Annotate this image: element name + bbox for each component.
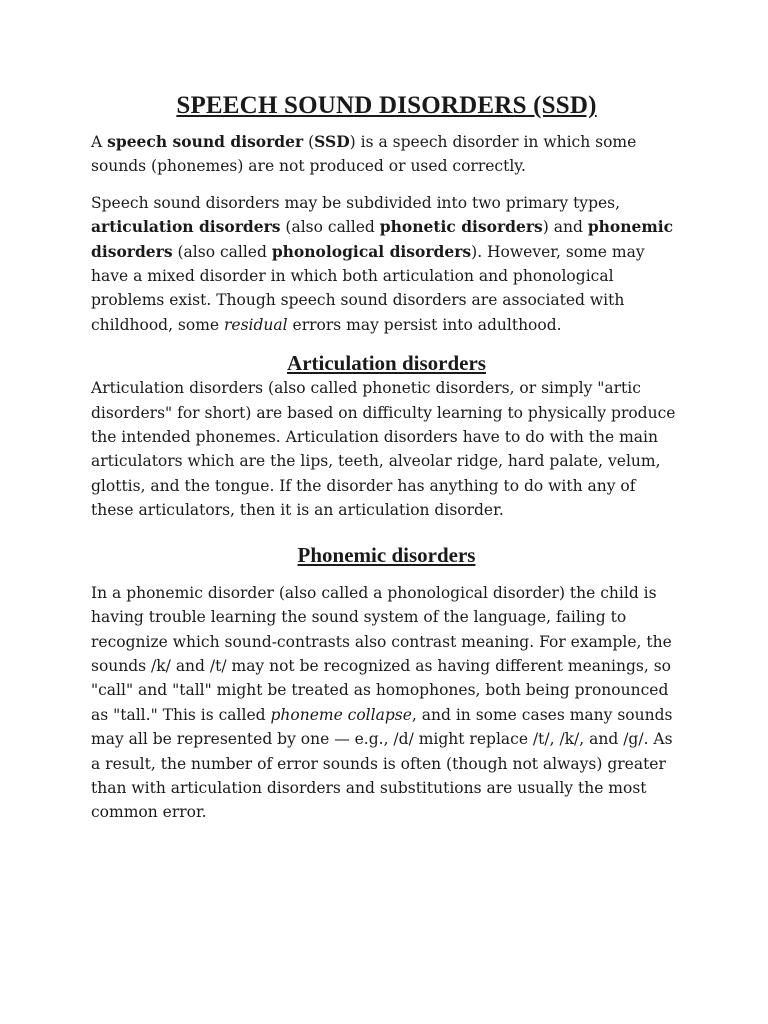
intro-text-1: A xyxy=(91,133,108,151)
document-title: SPEECH SOUND DISORDERS (SSD) xyxy=(176,92,597,119)
types-text-6: errors may persist into adulthood. xyxy=(287,315,562,334)
intro-text-2: ( xyxy=(303,133,315,151)
types-text-4: (also called xyxy=(172,242,272,261)
phonemic-text-1: In a phonemic disorder (also called a phonological disorder) the child is having trouble learning the sound system of the language, failing to recognize which sound-contrasts also contrast meaning. For example, the sounds /k/ and /t/ may not be recognized as having different meanings, so "call" and "tall" might be treated as homophones, both being pronounced as "tall." This is called xyxy=(91,583,672,724)
types-term-phonetic: phonetic disorders xyxy=(379,217,543,237)
phonemic-paragraph xyxy=(91,581,682,825)
types-paragraph xyxy=(91,191,682,337)
phonemic-term-collapse: phoneme collapse xyxy=(270,705,412,724)
types-text-1: Speech sound disorders may be subdivided into two primary types, xyxy=(91,193,621,212)
articulation-heading: Articulation disorders xyxy=(287,351,486,376)
phonemic-text-2: , and in some cases many sounds may all be represented by one — e.g., /d/ might replace /t/, /k/, and /g/. As a result, the number of error sounds is often (though not always) greater than with articulation disorders and substitutions are usually the most common error. xyxy=(91,705,673,822)
intro-term-ssd: speech sound disorder xyxy=(107,132,304,151)
phonemic-heading: Phonemic disorders xyxy=(297,542,476,567)
intro-paragraph xyxy=(91,130,682,179)
types-text-5: ). However, some may have a mixed disorder in which both articulation and phonological problems exist. Though speech sound disorders are associated with childhood, some xyxy=(91,242,645,334)
intro-abbrev-ssd: SSD xyxy=(314,132,350,151)
types-term-residual: residual xyxy=(224,315,288,334)
types-text-3: ) and xyxy=(542,218,588,237)
types-term-phonological: phonological disorders xyxy=(271,241,472,261)
types-term-articulation: articulation disorders xyxy=(91,217,281,237)
types-text-2: (also called xyxy=(280,218,380,237)
articulation-paragraph: Articulation disorders (also called phonetic disorders, or simply "artic disorders" for short) are based on difficulty learning to physically produce the intended phonemes. Articulation disorders have to do with the main articulators which are the lips, teeth, alveolar ridge, hard palate, velum, glottis, and the tongue. If the disorder has anything to do with any of these articulators, then it is an articulation disorder. xyxy=(91,379,676,520)
intro-text-3: ) is a speech disorder in which some sounds (phonemes) are not produced or used correctly. xyxy=(91,133,637,176)
types-term-phonemic: phonemic disorders xyxy=(91,217,674,261)
